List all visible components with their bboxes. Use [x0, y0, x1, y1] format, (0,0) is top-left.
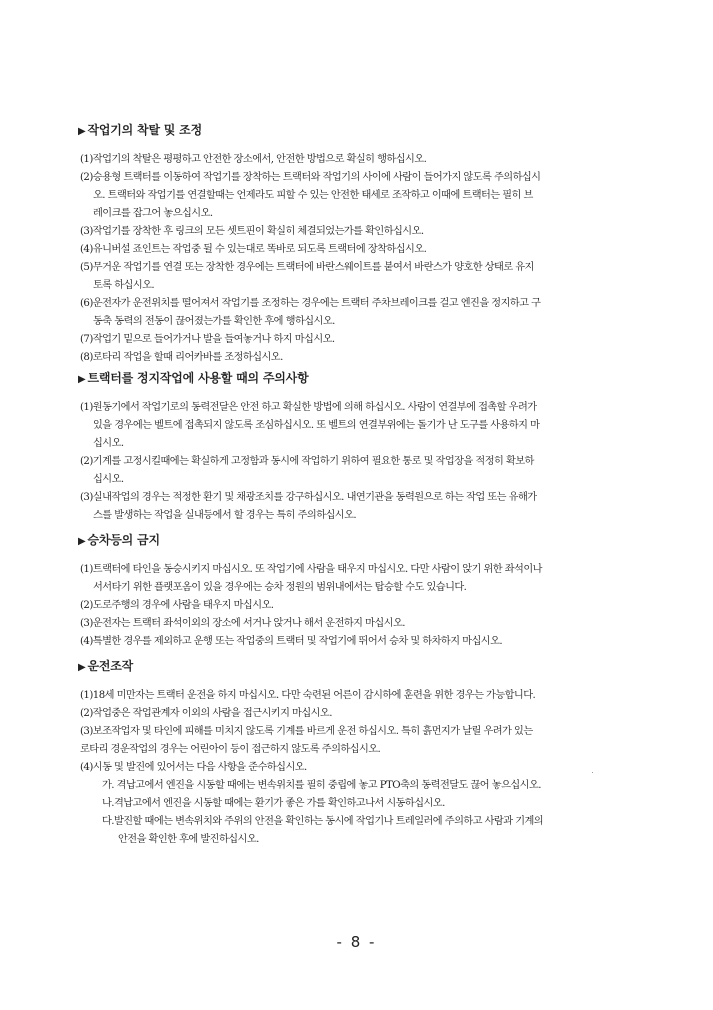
list-item: (5)무거운 작업기를 연결 또는 장착한 경우에는 트랙터에 바란스웨이트를 붙여서 바란스가 양호한 상태로 유지: [80, 262, 534, 273]
list-item: 다.발진할 때에는 변속위치와 주위의 안전을 확인하는 동시에 작업기나 트레일러에 주의하고 사람과 기계의: [102, 816, 544, 827]
list-item: (4)시동 및 발진에 있어서는 다음 사항을 준수하십시오.: [80, 762, 307, 773]
paragraph-continuation: 오. 트랙터와 작업기를 연결할때는 언제라도 피할 수 있는 안전한 태세로 조작하고 이때에 트랙터는 필히 브: [93, 190, 533, 201]
triangle-bullet-icon: ▶: [78, 536, 86, 547]
list-item: (2)작업중은 작업관계자 이외의 사람을 접근시키지 마십시오.: [80, 708, 332, 719]
section-heading: [78, 531, 160, 548]
list-item: (1)트랙터에 타인을 동승시키지 마십시오. 또 작업기에 사람을 태우지 마십시오. 다만 사람이 앉기 위한 좌석이나: [80, 564, 542, 575]
triangle-bullet-icon: ▶: [78, 126, 86, 137]
paragraph-continuation: 있을 경우에는 벨트에 접촉되지 않도록 조심하십시오. 또 벨트의 연결부위에는 돌기가 난 도구를 사용하지 마: [93, 420, 540, 431]
paragraph-continuation: 토록 하십시오.: [93, 280, 155, 291]
list-item: (4)특별한 경우를 제외하고 운행 또는 작업중의 트랙터 및 작업기에 뛰어서 승차 및 하차하지 마십시오.: [80, 636, 503, 647]
paragraph-continuation: 레이크를 잡그어 놓으십시오.: [93, 208, 213, 219]
list-item: (3)작업기를 장착한 후 링크의 모든 셋트핀이 확실히 체결되었는가를 확인하십시오.: [80, 226, 424, 237]
list-item: (1)18세 미만자는 트랙터 운전을 하지 마십시오. 다만 숙련된 어른이 감시하에 훈련을 위한 경우는 가능합니다.: [80, 690, 536, 701]
section-heading-text: 승차등의 금지: [87, 533, 160, 547]
list-item: 나.격납고에서 엔진을 시동할 때에는 환기가 좋은 가를 확인하고나서 시동하십시오.: [102, 798, 445, 809]
section-heading-text: 트랙터를 정지작업에 사용할 때의 주의사항: [87, 371, 309, 385]
paragraph-continuation: 동축 동력의 전동이 끊어졌는가를 확인한 후에 행하십시오.: [93, 316, 335, 327]
list-item: (2)승용형 트랙터를 이동하여 작업기를 장착하는 트랙터와 작업기의 사이에 사람이 들어가지 않도록 주의하십시: [80, 172, 541, 183]
paragraph-continuation: 십시오.: [93, 474, 124, 485]
paragraph-continuation: 스를 발생하는 작업을 실내등에서 할 경우는 특히 주의하십시오.: [93, 510, 357, 521]
list-item: (2)기계를 고정시킬때에는 확실하게 고정함과 동시에 작업하기 위하여 필요한 통로 및 작업장을 적정히 확보하: [80, 456, 534, 467]
section-heading: [78, 121, 202, 138]
list-item: 가. 격납고에서 엔진을 시동할 때에는 변속위치를 필히 중립에 놓고 PTO축의 동력전달도 끊어 놓으십시오.: [102, 780, 541, 791]
section-heading: [78, 369, 308, 386]
list-item: (4)유니버설 죠인트는 작업중 뒬 수 있는대로 똑바로 되도록 트랙터에 장착하십시오.: [80, 244, 427, 255]
section-heading: [78, 657, 133, 674]
list-item: (8)로타리 작업을 할때 리어카바를 조정하십시오.: [80, 352, 283, 363]
paragraph-continuation: 안전을 확인한 후에 발진하십시오.: [118, 834, 259, 845]
list-item: (3)실내작업의 경우는 적정한 환기 및 채광조치를 강구하십시오. 내연기관을 동력원으로 하는 작업 또는 유해가: [80, 492, 537, 503]
scan-speck: [592, 772, 593, 773]
triangle-bullet-icon: ▶: [78, 662, 86, 673]
list-item: (3)운전자는 트랙터 좌석이외의 장소에 서거나 앉거나 해서 운전하지 마십시오.: [80, 618, 405, 629]
list-item: (1)작업기의 착탈은 평평하고 안전한 장소에서, 안전한 방법으로 확실히 행하십시오.: [80, 154, 427, 165]
page-number: - 8 -: [336, 933, 377, 951]
triangle-bullet-icon: ▶: [78, 374, 86, 385]
list-item: (2)도로주행의 경우에 사람을 태우지 마십시오.: [80, 600, 274, 611]
list-item: (3)보조작업자 및 타인에 피해를 미치지 않도록 기계를 바르게 운전 하십시오. 특히 흙먼지가 날릴 우려가 있는: [80, 726, 533, 737]
section-heading-text: 운전조작: [87, 659, 134, 673]
paragraph-continuation: 서서타기 위한 플랫포옴이 있을 경우에는 승차 정원의 범위내에서는 탑승할 수도 있습니다.: [93, 582, 467, 593]
paragraph-continuation: 십시오.: [93, 438, 124, 449]
list-item: (7)작업기 밑으로 들어가거나 발을 들여놓거나 하지 마십시오.: [80, 334, 335, 345]
list-item: (6)운전자가 운전위치를 떨어져서 작업기를 조정하는 경우에는 트랙터 주차브레이크를 걸고 엔진을 정지하고 구: [80, 298, 541, 309]
list-item: (1)원동기에서 작업기로의 동력전달은 안전 하고 확실한 방법에 의해 하십시오. 사람이 연결부에 접촉할 우려가: [80, 402, 537, 413]
list-item: 로타리 경운작업의 경우는 어린아이 등이 접근하지 않도록 주의하십시오.: [80, 744, 381, 755]
section-heading-text: 작업기의 착탈 및 조정: [87, 123, 202, 137]
